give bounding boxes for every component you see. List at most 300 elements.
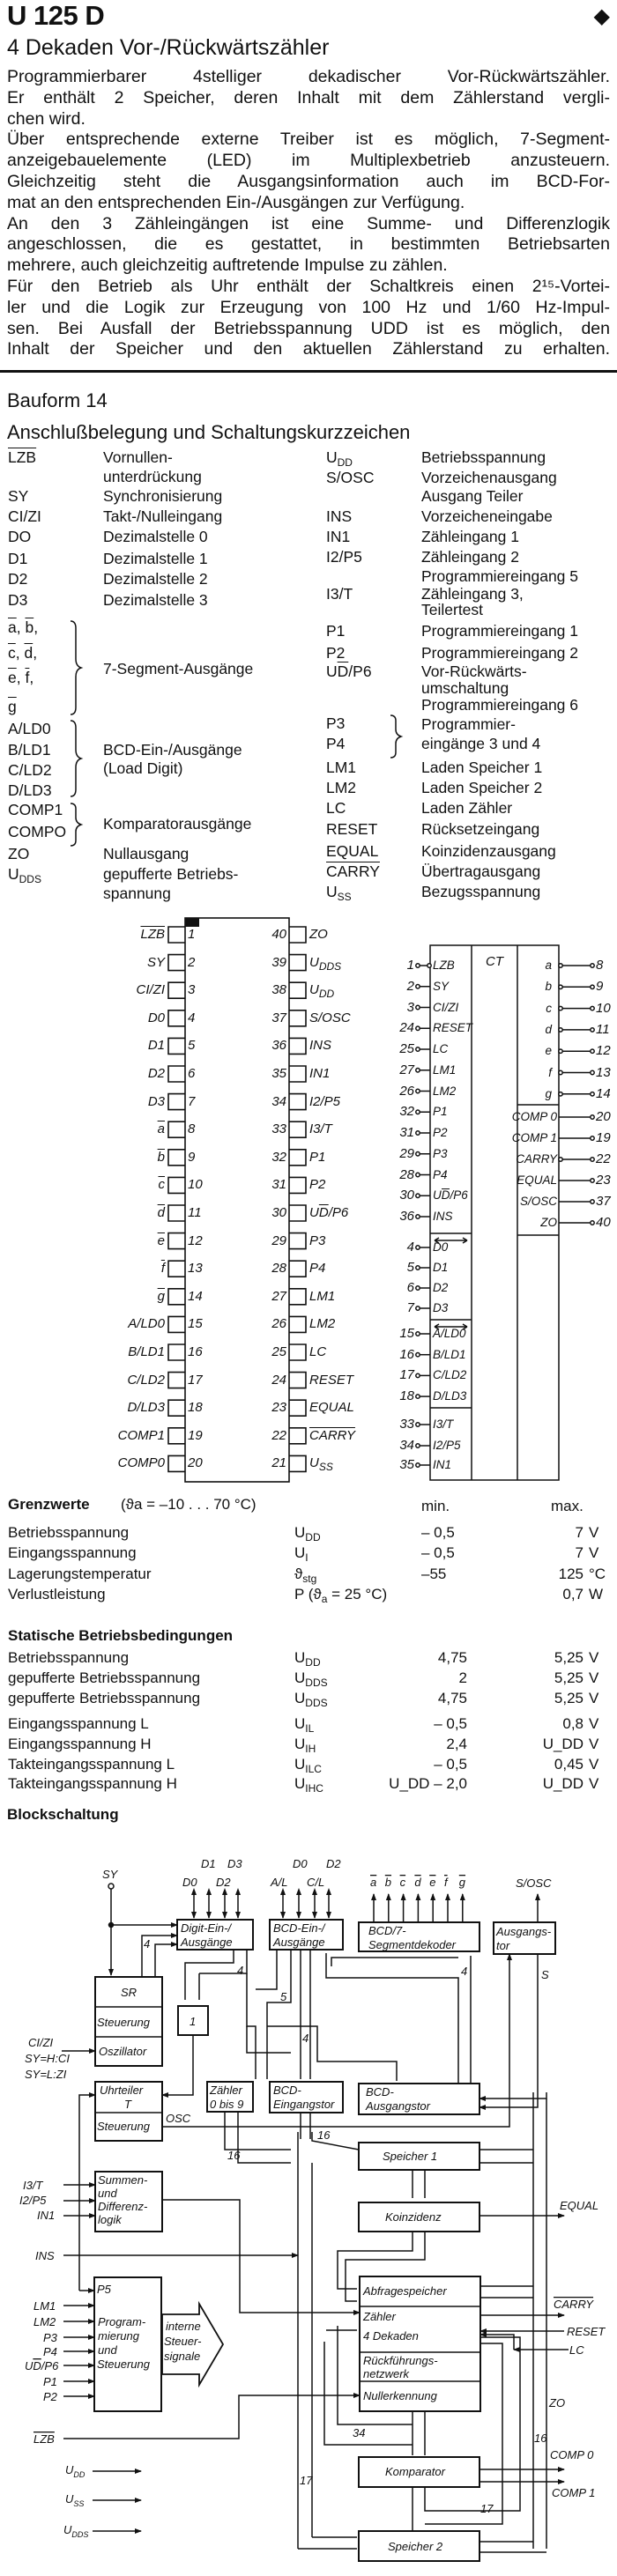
input-pin-number: 4 <box>406 1240 414 1255</box>
label-udd: $U_{DD}$ <box>65 2463 85 2479</box>
pin-number: 39 <box>271 954 286 970</box>
spec-max: 0,45 <box>554 1756 584 1773</box>
pin-description: Dezimalstelle 2 <box>103 570 208 588</box>
output-label: EQUAL <box>517 1173 557 1187</box>
spec-unit: V <box>589 1756 599 1773</box>
pin-label: D3 <box>147 1093 165 1109</box>
spec-label: Eingangsspannung H <box>8 1736 152 1752</box>
pin-number: 1 <box>188 927 196 942</box>
pin-symbol: P1 <box>326 622 346 640</box>
pin-symbol: LM2 <box>326 779 357 796</box>
pin-symbol: $\overline{LZB}$ <box>8 448 37 466</box>
label-p1: P1 <box>43 2375 57 2388</box>
label-lm1: LM1 <box>33 2299 56 2313</box>
decoder-box-label: Segmentdekoder <box>368 1938 457 1951</box>
comparator-label: Komparator <box>385 2465 445 2478</box>
programming-label: Steuerung <box>97 2358 150 2371</box>
pin-number: 21 <box>271 1455 286 1471</box>
pin-number: 18 <box>188 1400 203 1416</box>
pin-label: $\overline{d}$ <box>157 1205 165 1220</box>
control-label: Steuerung <box>97 2016 150 2029</box>
input-pin-number: 2 <box>406 978 414 994</box>
pin-label: ZO <box>309 927 328 942</box>
output-label: e <box>545 1044 552 1058</box>
description-line: Über entsprechende externe Treiber ist es möglich, 7-Segment- <box>7 130 610 150</box>
output-pin-number: 23 <box>596 1173 611 1188</box>
pin-description: spannung <box>103 885 171 902</box>
input-pin-number: 33 <box>399 1417 414 1432</box>
spec-max: 7 <box>575 1544 584 1561</box>
label-i2p5: I2/P5 <box>19 2194 47 2207</box>
bus-line <box>425 2343 502 2524</box>
spec-min: 2 <box>458 1669 467 1686</box>
signal-arrow <box>162 2035 193 2095</box>
pin-symbol: $\overline{e}$, $\overline{f}$, <box>8 669 34 686</box>
query-memory-label: Abfragespeicher <box>363 2284 447 2298</box>
pin-description: Vorzeichenausgang <box>421 469 557 486</box>
pin-description: Vorzeicheneingabe <box>421 507 553 525</box>
label-d3: D3 <box>227 1857 242 1870</box>
input-label: IN1 <box>433 1458 452 1471</box>
pin-symbol: $U_{DD}$ <box>326 448 353 469</box>
spec-min: 2,4 <box>446 1736 467 1752</box>
output-pin-number: 14 <box>596 1085 611 1101</box>
pin-number: 36 <box>271 1038 286 1054</box>
pin-description: Vornullen- <box>103 448 173 466</box>
label-in1: IN1 <box>37 2209 56 2222</box>
input-label: LC <box>433 1042 449 1055</box>
pin-symbol: COMP1 <box>8 801 63 818</box>
pin-label: S/OSC <box>309 1010 351 1025</box>
pin-label: P2 <box>309 1177 326 1193</box>
pin-description: Betriebsspannung <box>421 448 546 466</box>
clock-divider-label: Uhrteiler <box>100 2084 144 2097</box>
internal-signals-label: signale <box>164 2350 201 2363</box>
decoder-box-label: BCD/7- <box>368 1924 406 1937</box>
output-gate-label: tor <box>496 1939 510 1952</box>
diamond-icon: ◆ <box>593 4 610 28</box>
memory1-label: Speicher 1 <box>383 2150 438 2163</box>
spec-label: Eingangsspannung <box>8 1544 137 1561</box>
pin-symbol: LM1 <box>326 759 357 776</box>
pin-label: P3 <box>309 1232 326 1248</box>
spec-min: U_DD – 2,0 <box>389 1775 467 1792</box>
spec-min: – 0,5 <box>421 1524 455 1541</box>
segment-label: d <box>414 1876 421 1889</box>
output-gate-label: Ausgangs- <box>496 1925 552 1938</box>
description-line: Er enthält 2 Speicher, deren Inhalt mit dem Zählerstand vergli- <box>7 87 610 107</box>
min-header: min. <box>421 1498 450 1514</box>
label-comp0: COMP 0 <box>550 2448 594 2461</box>
pin-number: 24 <box>271 1372 286 1388</box>
pin-description: Programmiereingang 1 <box>421 622 579 640</box>
pin-description: Programmiereingang 5 <box>421 567 579 585</box>
pin-symbol: $U_{SS}$ <box>326 883 352 903</box>
pin-symbol: LC <box>326 799 346 817</box>
pin-number: 26 <box>271 1316 286 1332</box>
pin-number: 20 <box>188 1455 203 1471</box>
pin-symbol: $\overline{c}$, $\overline{d}$, <box>8 644 38 662</box>
input-pin-number: 36 <box>399 1209 414 1224</box>
label-i3t: I3/T <box>23 2179 43 2192</box>
zero-detect-label: Nullerkennung <box>363 2389 437 2402</box>
pin-description: Laden Speicher 1 <box>421 759 543 776</box>
label-d0-top: D0 <box>293 1857 308 1870</box>
pin-label: D0 <box>147 1010 165 1025</box>
bus-line <box>185 1950 234 2000</box>
pin-number: 34 <box>271 1093 286 1109</box>
input-pin-number: 17 <box>399 1367 414 1383</box>
spec-symbol: $U_{DDS}$ <box>294 1690 328 1709</box>
pin-label: $\overline{b}$ <box>157 1149 165 1165</box>
spec-max: U_DD <box>542 1775 584 1792</box>
spec-unit: W <box>589 1586 604 1603</box>
pin-description: eingänge 3 und 4 <box>421 735 541 752</box>
spec-symbol: $ϑ_{stg}$ <box>294 1566 317 1585</box>
spec-label: Takteingangsspannung L <box>8 1756 175 1773</box>
label-ci-zi: CI/ZI <box>28 2036 54 2049</box>
label-reset: RESET <box>567 2325 606 2338</box>
input-label: D2 <box>433 1281 449 1294</box>
label-lc: LC <box>569 2343 584 2357</box>
pin-number: 29 <box>271 1232 286 1248</box>
pin-symbol: SY <box>8 487 29 505</box>
bus-width: 17 <box>480 2502 494 2515</box>
pin-description: Laden Zähler <box>421 799 513 817</box>
pin-number: 19 <box>188 1427 203 1443</box>
label-d2: D2 <box>216 1876 231 1889</box>
description-line: mat an den entsprechenden Ein-/Ausgängen zur Verfügung. <box>7 192 465 212</box>
bus-width: 5 <box>280 1990 287 2003</box>
output-pin-number: 37 <box>596 1194 611 1209</box>
spec-symbol: P ($ϑ_a = 25$ °C) <box>294 1586 388 1605</box>
bus-width: 16 <box>227 2149 241 2162</box>
input-pin-number: 6 <box>406 1280 414 1295</box>
pin-symbol: RESET <box>326 820 378 838</box>
bus-width: 4 <box>461 1965 468 1978</box>
pin-number: 31 <box>271 1177 286 1193</box>
bcd-input-gate-label: Eingangstor <box>273 2098 335 2111</box>
spec-unit: °C <box>589 1566 606 1582</box>
bus-line <box>425 2337 520 2511</box>
clock-divider-label: T <box>124 2098 131 2111</box>
spec-min: 4,75 <box>437 1649 467 1666</box>
spec-max: 125 <box>558 1566 584 1582</box>
output-pin-number: 20 <box>596 1109 611 1124</box>
pin-label: LC <box>309 1344 327 1359</box>
description-line: mehrere, auch gleichzeitig auftretende Impulse zu zählen. <box>7 255 448 276</box>
pin-symbol: ZO <box>8 845 30 862</box>
limits-condition: (ϑa = –10 . . . 70 °C) <box>121 1496 256 1513</box>
pin-number: 33 <box>271 1121 286 1137</box>
pin-label: I3/T <box>309 1121 332 1137</box>
bus-width: 4 <box>302 2032 309 2045</box>
pin-description: Zähleingang 1 <box>421 528 519 545</box>
output-label: d <box>545 1022 552 1036</box>
spec-max: 0,7 <box>562 1586 584 1603</box>
spec-label: Eingangsspannung L <box>8 1715 149 1732</box>
signal-arrow <box>63 2395 360 2439</box>
pin-description: unterdrückung <box>103 468 202 485</box>
pin-number: 10 <box>188 1177 203 1193</box>
label-p4: P4 <box>43 2345 57 2358</box>
pin-label: P4 <box>309 1261 326 1277</box>
pin-symbol: I3/T <box>326 585 353 603</box>
control-label: Steuerung <box>97 2120 150 2133</box>
spec-label: Takteingangsspannung H <box>8 1775 177 1792</box>
input-label: LM2 <box>433 1084 457 1098</box>
or-gate-label: 1 <box>190 2015 197 2028</box>
bcd-io-box-label: BCD-Ein-/ <box>273 1921 325 1935</box>
input-label: LM1 <box>433 1062 457 1077</box>
description-line: sen. Bei Ausfall der Betriebsspannung UDD ist es möglich, den <box>7 318 610 338</box>
pin-label: $\overline{g}$ <box>157 1288 165 1304</box>
input-pin-number: 34 <box>399 1438 414 1453</box>
bus-width: 16 <box>534 2432 547 2445</box>
pin-symbol: EQUAL <box>326 842 379 860</box>
pin-label: CI/ZI <box>136 982 165 998</box>
description-line: Programmierbarer 4stelliger dekadischer Vor-Rückwärtszähler. <box>7 67 610 86</box>
output-pin-number: 10 <box>596 1000 611 1016</box>
spec-unit: V <box>589 1649 599 1666</box>
pin-label: LM2 <box>309 1316 336 1332</box>
segment-label: g <box>458 1876 466 1889</box>
programming-label: Program- <box>98 2315 146 2328</box>
pin-number: 9 <box>188 1149 196 1165</box>
spec-max: 5,25 <box>554 1669 584 1686</box>
sum-logic-label: und <box>98 2187 117 2200</box>
pin-description: umschaltung <box>421 679 509 697</box>
label-p2: P2 <box>43 2390 57 2403</box>
pin-label: D2 <box>147 1066 165 1081</box>
pin-description: (Load Digit) <box>103 759 183 777</box>
counter-label: 4 Dekaden <box>363 2329 419 2343</box>
pin-description: Übertragausgang <box>421 862 541 880</box>
bcd-output-gate-label: Ausgangstor <box>366 2099 430 2113</box>
bcd-output-gate-label: BCD- <box>366 2085 394 2099</box>
input-label: P2 <box>433 1126 448 1139</box>
pin-number: 23 <box>271 1400 286 1416</box>
pin-number: 17 <box>188 1372 203 1388</box>
label-osc: OSC <box>166 2112 191 2125</box>
bcd-input-gate-label: BCD- <box>273 2084 301 2097</box>
input-pin-number: 28 <box>399 1166 414 1182</box>
feedback-label: Rückführungs- <box>363 2354 438 2367</box>
pin-description: Koinzidenzausgang <box>421 842 556 860</box>
page-subtitle: 4 Dekaden Vor-/Rückwärtszähler <box>7 35 330 60</box>
input-pin-number: 3 <box>406 999 414 1015</box>
signal-arrow <box>162 2200 360 2313</box>
pin-number: 5 <box>188 1038 196 1054</box>
pin-number: 22 <box>271 1427 286 1443</box>
output-pin-number: 22 <box>596 1151 611 1166</box>
input-pin-number: 1 <box>406 958 414 973</box>
spec-symbol: $U_{DD}$ <box>294 1649 321 1669</box>
pin-description: BCD-Ein-/Ausgänge <box>103 741 242 759</box>
pin-label: RESET <box>309 1372 354 1388</box>
pin-symbol: CI/ZI <box>8 507 41 525</box>
input-pin-number: 30 <box>399 1188 414 1203</box>
counter09-label: Zähler <box>210 2084 242 2097</box>
description-line: ler und die Logik zur Erzeugung von 100 Hz und 1/60 Hz-Impul- <box>7 297 610 317</box>
pin-number: 6 <box>188 1066 196 1081</box>
sum-logic-label: Summen- <box>98 2173 148 2187</box>
internal-signals-label: Steuer- <box>164 2335 202 2348</box>
input-label: B/LD1 <box>433 1347 466 1361</box>
label-sy-h: SY=H:CI <box>25 2052 70 2065</box>
bus-line <box>331 1958 458 1966</box>
output-label: ZO <box>540 1216 557 1229</box>
spec-max: 5,25 <box>554 1649 584 1666</box>
pin-symbol: $U\overline{D}/P6$ <box>326 663 372 680</box>
input-pin-number: 35 <box>399 1457 414 1472</box>
pin-number: 8 <box>188 1121 196 1137</box>
spec-label: Betriebsspannung <box>8 1649 130 1666</box>
input-pin-number: 27 <box>399 1062 414 1077</box>
digit-box-label: Ausgänge <box>181 1936 233 1949</box>
pin-label: INS <box>309 1038 332 1054</box>
output-pin-number: 13 <box>596 1064 611 1080</box>
digit-box-label: Digit-Ein-/ <box>181 1921 232 1935</box>
bcd-io-box-label: Ausgänge <box>273 1936 325 1949</box>
logic-symbol-label: CT <box>486 954 503 969</box>
label-p3: P3 <box>43 2331 57 2344</box>
input-label: C/LD2 <box>433 1368 467 1382</box>
pin-description: Rücksetzeingang <box>421 820 540 838</box>
pin-label: D/LD3 <box>127 1400 165 1416</box>
pin-number: 16 <box>188 1344 203 1359</box>
spec-label: Betriebsspannung <box>8 1524 130 1541</box>
pin-symbol: DO <box>8 528 32 545</box>
pin-label: SY <box>146 954 165 970</box>
label-comp1: COMP 1 <box>552 2486 596 2499</box>
programming-label: und <box>98 2343 117 2357</box>
label-carry: CARRY <box>554 2298 594 2311</box>
pin-symbol: B/LD1 <box>8 741 51 759</box>
segment-label: f <box>444 1876 448 1889</box>
spec-unit: V <box>589 1524 599 1541</box>
pin-symbol: C/LD2 <box>8 761 52 779</box>
pin-symbol: COMPO <box>8 823 67 840</box>
page-title: U 125 D <box>7 0 105 31</box>
output-pin-number: 40 <box>596 1215 611 1230</box>
pin-label: COMP0 <box>117 1455 165 1471</box>
counter-label: Zähler <box>363 2310 396 2323</box>
pin-number: 30 <box>271 1205 286 1220</box>
description-line: An den 3 Zähleingängen ist eine Summe- und Differenzlogik <box>7 213 610 233</box>
spec-min: – 0,5 <box>434 1715 467 1732</box>
pin-description: Teilertest <box>421 601 484 618</box>
pin-label: $U_{SS}$ <box>309 1455 333 1474</box>
label-udds: $U_{DDS}$ <box>63 2523 89 2539</box>
pin-number: 7 <box>188 1093 196 1109</box>
spec-min: – 0,5 <box>434 1756 467 1773</box>
pin-number: 4 <box>188 1010 196 1025</box>
programming-label: mierung <box>98 2329 139 2343</box>
input-label: LZB <box>433 959 455 972</box>
pin-symbol: P3 <box>326 714 346 732</box>
block-diagram-lines <box>62 1884 569 2561</box>
pin-description: Bezugsspannung <box>421 883 541 900</box>
pin-description: Laden Speicher 2 <box>421 779 543 796</box>
label-ud-p6: UD/P6 <box>25 2359 59 2372</box>
pin-symbol: D1 <box>8 550 28 567</box>
output-label: b <box>545 980 552 994</box>
pin-number: 3 <box>188 982 196 998</box>
output-label: c <box>546 1001 552 1015</box>
label-c-l: C/L <box>307 1876 325 1889</box>
label-d2-top: D2 <box>326 1857 341 1870</box>
spec-max: U_DD <box>542 1736 584 1752</box>
pin-number: 28 <box>271 1261 286 1277</box>
pin-description: Programmier- <box>421 715 516 733</box>
logic-symbol <box>416 945 594 1480</box>
segment-label: c <box>399 1876 406 1889</box>
label-s: S <box>541 1968 549 1981</box>
pin-symbol: P2 <box>326 644 346 662</box>
pin-label: $\overline{a}$ <box>157 1121 165 1137</box>
spec-symbol: $U_{DD}$ <box>294 1524 321 1543</box>
spec-label: Verlustleistung <box>8 1586 106 1603</box>
input-label: I3/T <box>433 1418 454 1431</box>
input-label: D1 <box>433 1261 449 1274</box>
pin-symbol: P4 <box>326 735 346 752</box>
pin-number: 40 <box>271 927 286 942</box>
output-pin-number: 9 <box>596 979 604 995</box>
pin-description: Vor-Rückwärts- <box>421 663 527 680</box>
input-label: SY <box>433 979 450 993</box>
spec-unit: V <box>589 1775 599 1792</box>
pin-label: $U_{DD}$ <box>309 982 335 1001</box>
spec-unit: V <box>589 1669 599 1686</box>
input-pin-number: 26 <box>399 1083 414 1099</box>
spec-unit: V <box>589 1736 599 1752</box>
output-label: f <box>548 1065 552 1079</box>
pin-description: Zähleingang 3, <box>421 585 524 603</box>
label-s-osc: S/OSC <box>516 1876 552 1890</box>
pin-number: 11 <box>188 1205 202 1220</box>
pin-label: EQUAL <box>309 1400 354 1416</box>
pin-symbol: $U_{DDS}$ <box>8 865 41 885</box>
pin-label: LM1 <box>309 1288 336 1304</box>
input-label: A/LD0 <box>433 1327 466 1340</box>
input-pin-number: 31 <box>399 1125 414 1140</box>
signal-arrow <box>79 2095 95 2291</box>
bus-line <box>247 2026 291 2053</box>
label-lm2: LM2 <box>33 2315 56 2328</box>
spec-unit: V <box>589 1715 599 1732</box>
output-label: COMP 1 <box>511 1131 557 1144</box>
input-label: P1 <box>433 1105 448 1119</box>
pin-label: $\overline{f}$ <box>160 1261 165 1277</box>
spec-max: 0,8 <box>562 1715 584 1732</box>
input-label: INS <box>433 1210 453 1223</box>
sum-logic-label: logik <box>98 2213 122 2226</box>
label-sy-l: SY=L:ZI <box>25 2068 67 2081</box>
spec-label: gepufferte Betriebsspannung <box>8 1690 201 1706</box>
pin-symbol: D/LD3 <box>8 781 52 799</box>
label-equal: EQUAL <box>560 2199 599 2212</box>
description-line: angeschlossen, die es gestattet, in bestimmten Betriebsarten <box>7 234 610 255</box>
package-type: Bauform 14 <box>7 389 108 411</box>
pin-symbol: $\overline{g}$ <box>8 698 17 715</box>
internal-signals-label: interne <box>166 2320 201 2333</box>
pin-number: 27 <box>271 1288 286 1304</box>
block-diagram-title: Blockschaltung <box>7 1806 119 1823</box>
segment-label: a <box>370 1876 377 1889</box>
pin-symbol: CARRY <box>326 862 380 880</box>
pin-description: Ausgang Teiler <box>421 487 524 505</box>
